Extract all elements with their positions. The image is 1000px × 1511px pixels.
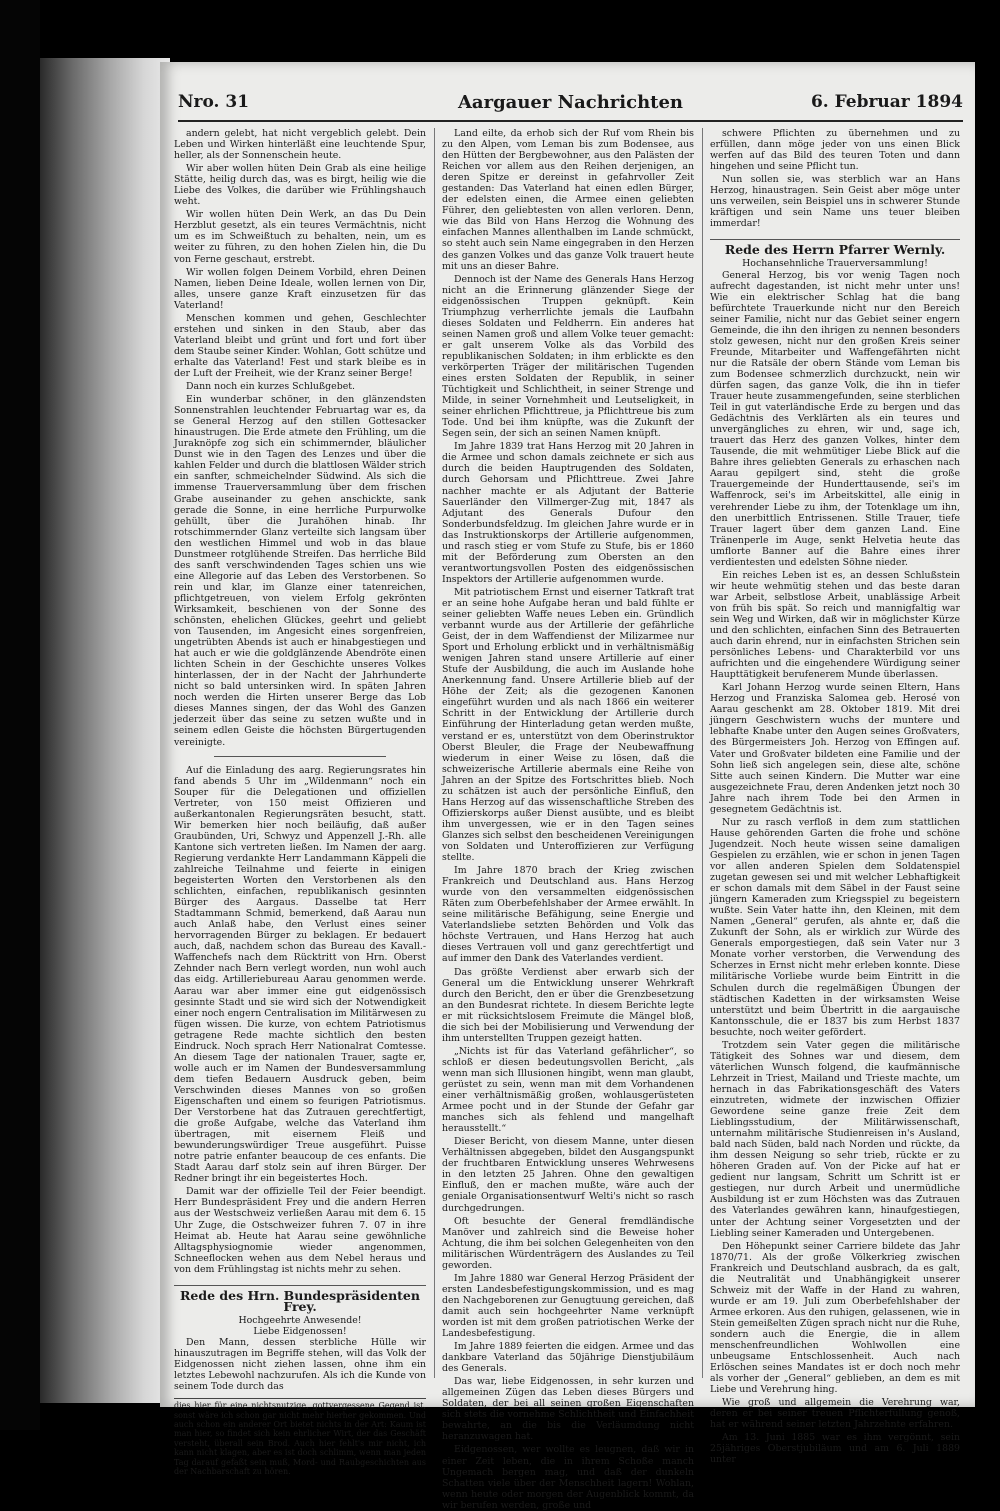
column-2: [442, 128, 694, 1511]
column-1: [174, 128, 426, 1476]
paragraph: andern gelebt, hat nicht vergeblich gelebt. Dein Leben und Wirken hinterläßt eine leuchtende Spur, heller, als der Sonnenschein heute.: [174, 128, 426, 162]
paragraph: Am 13. Juni 1885 war es ihm vergönnt, sein 25jähriges Oberstjubiläum und am 6. Juli 1889 unter: [710, 1432, 960, 1466]
salutation: Liebe Eidgenossen!: [253, 1325, 347, 1337]
paragraph: Nun sollen sie, was sterblich war an Hans Herzog, hinaustragen. Sein Geist aber möge unter uns verweilen, sein Beispiel uns in schwerer Stunde kräftigen und sein Name uns teuer bleiben immerdar!: [710, 174, 960, 230]
paragraph: Eidgenossen, wer wollte es leugnen, daß wir in einer Zeit leben, die in ihrem Schoße manch Ungemach bergen mag, und daß der dunkeln Schatten viele über der Menschheit lagern! Wohlan, wenn heute oder morgen der Augenblick kommt, da wir berufen werden, große und: [442, 1444, 694, 1511]
issue-date: 6. Februar 1894: [810, 92, 963, 112]
paragraph: Menschen kommen und gehen, Geschlechter erstehen und sinken in den Staub, aber das Vaterland bleibt und grünt und fort und fort über dem Staube seiner Kinder. Wohlan, Gott schütze und erhalte das Vaterland! Fest und stark bleibe es in der Luft der Freiheit, wie der Kranz seiner Berge!: [174, 312, 426, 379]
paragraph: schwere Pflichten zu übernehmen und zu erfüllen, dann möge jeder von uns einen Blick werfen auf das Bild des teuren Toten und dann hingehen und seine Pflicht tun.: [710, 128, 960, 173]
paragraph: Damit war der offizielle Teil der Feier beendigt. Herr Bundespräsident Frey und die andern Herren aus der Westschweiz verließen Aarau mit dem 6. 15 Uhr Zuge, die Ostschweizer fuhren 7. 07 in ihre Heimat ab. Heute hat Aarau seine gewöhnliche Alltagsphysiognomie wieder angenommen, Schneeflocken wehen aus dem Nebel heraus und von dem Frühlingstag ist nichts mehr zu sehen.: [174, 1186, 426, 1275]
paragraph: Im Jahre 1889 feierten die eidgen. Armee und das dankbare Vaterland das 50jährige Dienstjubiläum des Generals.: [442, 1341, 694, 1375]
column-3: [710, 128, 960, 1466]
paragraph: Dann noch ein kurzes Schlußgebet.: [186, 381, 356, 393]
paragraph: Mit patriotischem Ernst und eiserner Tatkraft trat er an seine hohe Aufgabe heran und bald fühlte er seiner geliebten Waffe neues Leben ein. Gründlich verbannt wurde aus der Artillerie der gefährliche Geist, der in dem Waffendienst der Milizarmee nur Sport und Erholung erblickt und in verhältnismäßig wenigen Jahren stand unsere Artillerie auf einer Stufe der Ausbildung, die auch im Auslande hohe Anerkennung fand. Unsere Artillerie blieb auf der Höhe der Zeit; als die gezogenen Kanonen eingeführt wurden und als nach 1866 ein weiterer Schritt in der Entwicklung der Artillerie durch Einführung der Hinterladung getan werden mußte, verstand er es, unterstützt von dem Oberinstruktor Oberst Bleuler, die Frage der Neubewaffnung wiederum in einer Weise zu lösen, daß die schweizerische Artillerie abermals eine Reihe von Jahren an der Spitze des Fortschrittes blieb. Noch zu schätzen ist auch der persönliche Einfluß, den Hans Herzog auf das wissenschaftliche Streben des Offizierskorps außer Dienst ausübte, und es bleibt ihm unvergessen, wie er in den Tagen seines Glanzes sich selbst den bescheidenen Vereinigungen von Soldaten und Unteroffizieren zur Verfügung stellte.: [442, 586, 694, 864]
paragraph: Im Jahre 1880 war General Herzog Präsident der ersten Landesbefestigungskommission, und es mag den Nachgeborenen zur Genugtuung gereichen, daß damit auch sein hochgeehrter Name verknüpft worden ist mit dem großen patriotischen Werke der Landesbefestigung.: [442, 1272, 694, 1340]
column-separator: [702, 128, 703, 1378]
paragraph: Das größte Verdienst aber erwarb sich der General um die Entwicklung unserer Wehrkraft durch den Bericht, den er über die Grenzbesetzung an den Bundesrat richtete. In diesem Berichte legte er mit rücksichtslosem Freimute die Mängel bloß, die sich bei der Mobilisierung und Verwendung der ihm unterstellten Truppen gezeigt hatten.: [442, 966, 694, 1044]
paragraph: Wir wollen folgen Deinem Vorbild, ehren Deinen Namen, lieben Deine Ideale, wollen lernen von Dir, alles, unsere ganze Kraft einzusetzen für das Vaterland!: [174, 266, 426, 311]
feuilleton-footnote: dies hier für eine nichtsnutzige, gottvergessene Gegend ist, sonst wäre ich schon gar nicht mehr hierher gekommen. Und auch schon ein anderer Ort bietet nichts in der Art: Kaum ist man hier, so findet sich kein ehrlicher Wirt, der das Geschäft versteht, überall sein Brod. Auch hier fehlt's mir nicht, ich kann nicht klagen, aber es ist doch schlimm, wenn man jeden Tag darauf gefaßt sein muß, Mord- und Raubgeschichten aus der Nachbarschaft zu hören.: [174, 1398, 426, 1476]
column-separator: [434, 128, 435, 1378]
paragraph: „Nichts ist für das Vaterland gefährlicher“, so schloß er diesen bedeutungsvollen Bericht, „als wenn man sich Illusionen hingibt, wenn man glaubt, gerüstet zu sein, wenn man mit dem Vorhandenen einer verhältnismäßig großen, wohlausgerüsteten Armee pocht und in der Stunde der Gefahr gar manches sich als fehlend und mangelhaft herausstellt.“: [442, 1045, 694, 1135]
paragraph: Trotzdem sein Vater gegen die militärische Tätigkeit des Sohnes war und diesem, dem väterlichen Wunsch folgend, die kaufmännische Lehrzeit in Triest, Mailand und Trieste machte, um hernach in das Fabrikationsgeschäft des Vaters einzutreten, widmete der inzwischen Offizier Gewordene seine ganze freie Zeit dem Lieblingsstudium, der Militärwissenschaft, unternahm militärische Studienreisen in's Ausland, bald nach Süden, bald nach Norden und rückte, da ihm dessen Neigung so sehr trieb, rückte er zu höheren Graden auf. Von der Picke auf hat er gedient nur langsam, Schritt um Schritt ist er gestiegen, nur durch Arbeit und unermüdliche Ausbildung ist er zum Höchsten was das Zutrauen des Vaterlandes gewähren kann, hinaufgestiegen, unter der Achtung seiner Vorgesetzten und der Liebling seiner Kameraden und Untergebenen.: [710, 1039, 960, 1239]
newspaper-page: [160, 62, 975, 1511]
section-rule: [214, 756, 386, 757]
issue-number: Nro. 31: [178, 92, 250, 112]
paragraph: Auf die Einladung des aarg. Regierungsrates hin fand abends 5 Uhr im „Wildenmann“ noch ein Souper für die Delegationen und offiziellen Vertreter, von 150 meist Offizieren und außerkantonalen Regierungsräten besucht, statt. Wir bemerken hier noch beiläufig, daß außer Graubünden, Uri, Schwyz und Appenzell J.-Rh. alle Kantone sich vertreten ließen. Im Namen der aarg. Regierung verdankte Herr Landammann Käppeli die zahlreiche Teilnahme und feierte in einigen begeisterten Worten den Verstorbenen als den schlichten, einfachen, republikanisch gesinnten Bürger des Aargaus. Dasselbe tat Herr Stadtammann Schmid, bemerkend, daß Aarau nun auch Anlaß habe, den Verlust eines seiner hervorragenden Bürger zu beklagen. Er bedauert auch, daß, nachdem schon das Bureau des Kavall.-Waffenchefs nach dem Rücktritt von Hrn. Oberst Zehnder nach Bern verlegt worden, nun wohl auch das eidg. Artilleriebureau Aarau genommen werde. Aarau war aber immer eine gut eidgenössisch gesinnte Stadt und sie wird sich der Notwendigkeit einer noch engern Centralisation im Militärwesen zu fügen wissen. Die kurze, von echtem Patriotismus getragene Rede machte sichtlich den besten Eindruck. Noch sprach Herr Nationalrat Comtesse. An diesem Tage der nationalen Trauer, sagte er, wolle auch er im Namen der Bundesversammlung dem tiefen Bedauern Ausdruck geben, beim Verschwinden dieses Mannes von so großen Eigenschaften und einem so feurigen Patriotismus. Der Verstorbene hat das Zutrauen gerechtfertigt, die große Aufgabe, welche das Vaterland ihm übertragen, mit eisernem Fleiß und bewunderungswürdiger Treue ausgeführt. Puisse notre patrie enfanter beaucoup de ces enfants. Die Stadt Aarau darf stolz sein auf ihren Bürger. Der Redner bringt ihr ein begeistertes Hoch.: [174, 764, 426, 1185]
paragraph: Den Höhepunkt seiner Carriere bildete das Jahr 1870/71. Als der große Völkerkrieg zwischen Frankreich und Deutschland ausbrach, da es galt, die Neutralität und Unabhängigkeit unserer Schweiz mit der Waffe in der Hand zu wahren, wurde er am 19. Juli zum Oberbefehlshaber der Armee erkoren. Aus den ruhigen, gelassenen, wie in Stein gemeißelten Zügen sprach nicht nur die Ruhe, sondern auch die Energie, die in allem menschenfreundlichen Wohlwollen eine unbeugsame Entschlossenheit. Auch nach Erlöschen seines Mandates ist er doch noch mehr als vorher der „General“ geblieben, an dem es mit Liebe und Verehrung hing.: [710, 1240, 960, 1396]
page-spine: [40, 58, 170, 1403]
paragraph: Dieser Bericht, von diesem Manne, unter diesen Verhältnissen abgegeben, bildet den Ausgangspunkt der fruchtbaren Entwicklung unseres Wehrwesens in den letzten 25 Jahren. Ohne den gewaltigen Einfluß, den er machen mußte, wäre auch der geniale Organisationsentwurf Welti's nicht so rasch durchgedrungen.: [442, 1136, 694, 1214]
paragraph: Wir wollen hüten Dein Werk, an das Du Dein Herzblut gesetzt, als ein teures Vermächtnis, nicht um es im Schweißtuch zu behalten, nein, um es weiter zu führen, zu den hohen Zielen hin, die Du von Ferne geschaut, erstrebt.: [174, 209, 426, 265]
paragraph: Dennoch ist der Name des Generals Hans Herzog nicht an die Erinnerung glänzender Siege der eidgenössischen Truppen geknüpft. Kein Triumphzug verherrlichte jemals die Laufbahn dieses Soldaten und Feldherrn. Ein anderes hat seinen Namen groß und allem Volke teuer gemacht: er galt unserem Volke als das Vorbild des republikanischen Soldaten; in ihm erblickte es den verkörperten Träger der militärischen Tugenden eines ersten Soldaten der Republik, in seiner Tüchtigkeit und Schlichtheit, in seiner Strenge und Milde, in seiner Vornehmheit und Leutseligkeit, in seiner ehrlichen Pflichttreue, ja Pflichttreue bis zum Tode. Und bei ihm knüpfte, was die Zukunft der Segen sein, der sich an seinen Namen knüpft.: [442, 273, 694, 440]
paragraph: Im Jahre 1839 trat Hans Herzog mit 20 Jahren in die Armee und schon damals zeichnete er sich aus durch die beiden Hauptrugenden des Soldaten, durch Gehorsam und Pflichttreue. Zwei Jahre nachher machte er als Adjutant der Batterie Sauerländer den Villmerger-Zug mit, 1847 als Adjutant des Generals Dufour den Sonderbundsfeldzug. Im gleichen Jahre wurde er in das Instruktionskorps der Artillerie aufgenommen, und rasch stieg er vom Stufe zu Stufe, bis er 1860 mit der Beförderung zum Obersten an den verantwortungsvollen Posten des eidgenössischen Inspektors der Artillerie aufgenommen wurde.: [442, 441, 694, 585]
paragraph: Land eilte, da erhob sich der Ruf vom Rhein bis zu den Alpen, vom Leman bis zum Bodensee, aus den Hütten der Bergbewohner, aus den Palästen der Reichen vor allem aus den Reihen derjenigen, an deren Spitze er dereinst in gefahrvoller Zeit gestanden: Das Vaterland hat einen edlen Bürger, der edelsten einen, die Armee einen geliebten Führer, den geliebtesten von allen verloren. Denn, wie das Bild von Hans Herzog die Wohnung des einfachen Mannes allenthalben im Lande schmückt, so steht auch sein Name eingegraben in den Herzen des ganzen Volkes und das ganze Volk trauert heute mit uns an dieser Bahre.: [442, 128, 694, 272]
paragraph: Karl Johann Herzog wurde seinen Eltern, Hans Herzog und Franziska Salomea geb. Herosé von Aarau geschenkt am 28. Oktober 1819. Mit drei jüngern Geschwistern wuchs der muntere und lebhafte Knabe unter den Augen seines Großvaters, des Bürgermeisters Joh. Herzog von Effingen auf. Vater und Großvater bildeten eine Familie und der Sohn ließ sich angelegen sein, diese alte, schöne Sitte auch seinen Kindern. Die Mutter war eine ausgezeichnete Frau, deren Andenken jetzt noch 30 Jahre nach ihrem Tode bei den Armen in gesegnetem Gedächtnis ist.: [710, 682, 960, 815]
newspaper-title: Aargauer Nachrichten: [457, 92, 684, 113]
salutation: Hochgeehrte Anwesende!: [238, 1314, 362, 1326]
paragraph: General Herzog, bis vor wenig Tagen noch aufrecht dagestanden, ist nicht mehr unter uns! Wie ein elektrischer Schlag hat die bang befürchtete Trauerkunde nicht nur den Bereich seiner Familie, nicht nur das Gebiet seiner engern Gemeinde, die ihn den ihrigen zu nennen besonders stolz gewesen, nicht nur den großen Kreis seiner Freunde, Mitarbeiter und Waffengefährten nicht nur die Ratsäle der obern Stände vom Leman bis zum Bodensee schmerzlich durchzuckt, nein wir dürfen sagen, das ganze Volk, die ihn in tiefer Trauer heute zusammengefunden, seine sterblichen Teil in gut vaterländische Erde zu bergen und das Gedächtnis des Verklärten als ein teures und unvergängliches zu ehren, wir und, sage ich, trauert das Herz des ganzen Volkes, hinter dem Tausende, die mit wehmütiger Liebe Blick auf die Bahre ihres geliebten Generals zu erhaschen nach Aarau gepilgert sind, steht die große Trauergemeinde der Hunderttausende, sei's im Waffenrock, sei's im Arbeitskittel, alle einig in verehrender Liebe zu ihm, der Totenklage um ihn, den unerbittlich Entrissenen. Stille Trauer, tiefe Trauer lagert über dem ganzen Land. Eine Tränenperle im Auge, senkt Helvetia heute das umflorte Banner auf die Bahre eines ihrer verdientesten und edelsten Söhne nieder.: [710, 269, 960, 568]
section-heading: Rede des Hrn. Bundespräsidenten Frey.: [174, 1285, 426, 1312]
paragraph: Das war, liebe Eidgenossen, in sehr kurzen und allgemeinen Zügen das Leben dieses Bürgers und Soldaten, der bei all seinen großen Eigenschaften sich stets die vornehme Schlichtheit und Einfachheit bewahrte, an die bis die Verläumdung nicht heranzuwagen hat.: [442, 1376, 694, 1443]
paragraph: Ein wunderbar schöner, in den glänzendsten Sonnenstrahlen leuchtender Februartag war es, da se General Herzog auf den stillen Gottesacker hinaustrugen. Die Erde atmete den Frühling, um die Juraknöpfe zog sich ein schimmernder, bläulicher Dunst wie in den Tagen des Lenzes und über die kahlen Felder und durch die blattlosen Wälder strich ein sanfter, schmeichelnder Südwind. Als sich die immense Trauerversammlung über dem frischen Grabe auseinander zu gehen anschickte, sank gerade die Sonne, in eine herrliche Purpurwolke gehüllt, über die Jurahöhen hinab. Ihr rotschimmernder Glanz verteilte sich langsam über den westlichen Himmel und wob in das blaue Dunstmeer rotglühende Streifen. Das herrliche Bild des sanft verschwindenden Tages schien uns wie eine Allegorie auf das Leben des Verstorbenen. So rein und klar, im Glanze einer tatenreichen, pflichtgetreuen, von vielem Erfolg gekrönten Wirksamkeit, beschienen von der Sonne des schönsten, ehelichen Glückes, geehrt und geliebt von Tausenden, im Angesicht eines sorgenfreien, ungetrübten Abends ist auch er hinabgestiegen und hat auch er wie die goldglänzende Abendröte einen lichten Schein in der Geschichte unseres Volkes hinterlassen, der in der Nacht der Jahrhunderte nicht so bald untersinken wird. In späten Jahren noch werden die Hirten unserer Berge das Lob dieses Mannes singen, der das Wohl des Ganzen jederzeit über das seine zu setzen wußte und in seinem edlen Geiste die höchsten Bürgertugenden vereinigte.: [174, 394, 426, 748]
section-heading: Rede des Herrn Pfarrer Wernly.: [710, 239, 960, 255]
paragraph: Ein reiches Leben ist es, an dessen Schlußstein wir heute wehmütig stehen und das beste daran war Arbeit, selbstlose Arbeit, unablässige Arbeit von früh bis spät. So reich und mannigfaltig war sein Weg und Wirken, daß wir in möglichster Kürze und den schlichten, einfachen Sinn des Betrauerten auch darin ehrend, nur in einfachsten Strichen sein persönliches Lebens- und Charakterbild vor uns aufrichten und die eingehendere Würdigung seiner Haupttätigkeit berufenerem Munde überlassen.: [710, 569, 960, 681]
paragraph: Nur zu rasch verfloß in dem zum stattlichen Hause gehörenden Garten die frohe und schöne Jugendzeit. Noch heute wissen seine damaligen Gespielen zu erzählen, wie er schon in jenen Tagen vor allen anderen Spielen dem Soldatenspiel zugetan gewesen sei und mit welcher Lebhaftigkeit er schon damals mit dem Säbel in der Faust seine jüngern Kameraden zum Kriegsspiel zu begeistern wußte. Sein Vater hatte ihn, den Kleinen, mit dem Namen „General“ gerufen, als ahnte er, daß die Zukunft der Sohn, als er wirklich zur Würde des Generals emporgestiegen, daß sein Vater nur 3 Monate vorher verstorben, die Verwendung des Scherzes in Ernst nicht mehr erleben konnte. Diese militärische Vorliebe wurde beim Eintritt in die Schulen durch die regelmäßigen Übungen der städtischen Kadetten in der wirksamsten Weise unterstützt und beim Übertritt in die aargauische Kantonsschule, die er 1837 bis zum Herbst 1837 besuchte, noch weiter gefördert.: [710, 816, 960, 1038]
paragraph: Im Jahre 1870 brach der Krieg zwischen Frankreich und Deutschland aus. Hans Herzog wurde von den versammelten eidgenössischen Räten zum Oberbefehlshaber der Armee erwählt. In seine militärische Befähigung, seine Energie und Vaterlandsliebe setzten Behörden und Volk das höchste Vertrauen, und Hans Herzog hat auch dieses Vertrauen voll und ganz gerechtfertigt und auf immer den Dank des Vaterlandes verdient.: [442, 865, 694, 965]
masthead: [178, 88, 963, 122]
salutation: Hochansehnliche Trauerversammlung!: [742, 258, 928, 270]
paragraph: Wie groß und allgemein die Verehrung war, deren er bei seiner treuen Pflichterfüllung genoß, hat er während seiner letzten Jahrzehnte erfahren.: [710, 1397, 960, 1431]
paragraph: Wir aber wollen hüten Dein Grab als eine heilige Stätte, heilig durch das, was es birgt, heilig wie die Liebe des Volkes, die darüber wie Frühlingshauch weht.: [174, 163, 426, 208]
film-border: [0, 0, 40, 1430]
paragraph: Den Mann, dessen sterbliche Hülle wir hinauszutragen im Begriffe stehen, will das Volk der Eidgenossen nicht ziehen lassen, ohne ihm ein letztes Lebewohl nachzurufen. Als ich die Kunde von seinem Tode durch das: [174, 1336, 426, 1393]
paragraph: Oft besuchte der General fremdländische Manöver und zahlreich sind die Beweise hoher Achtung, die ihm bei solchen Gelegenheiten von den militärischen Würdenträgern des Auslandes zu Teil geworden.: [442, 1215, 694, 1271]
